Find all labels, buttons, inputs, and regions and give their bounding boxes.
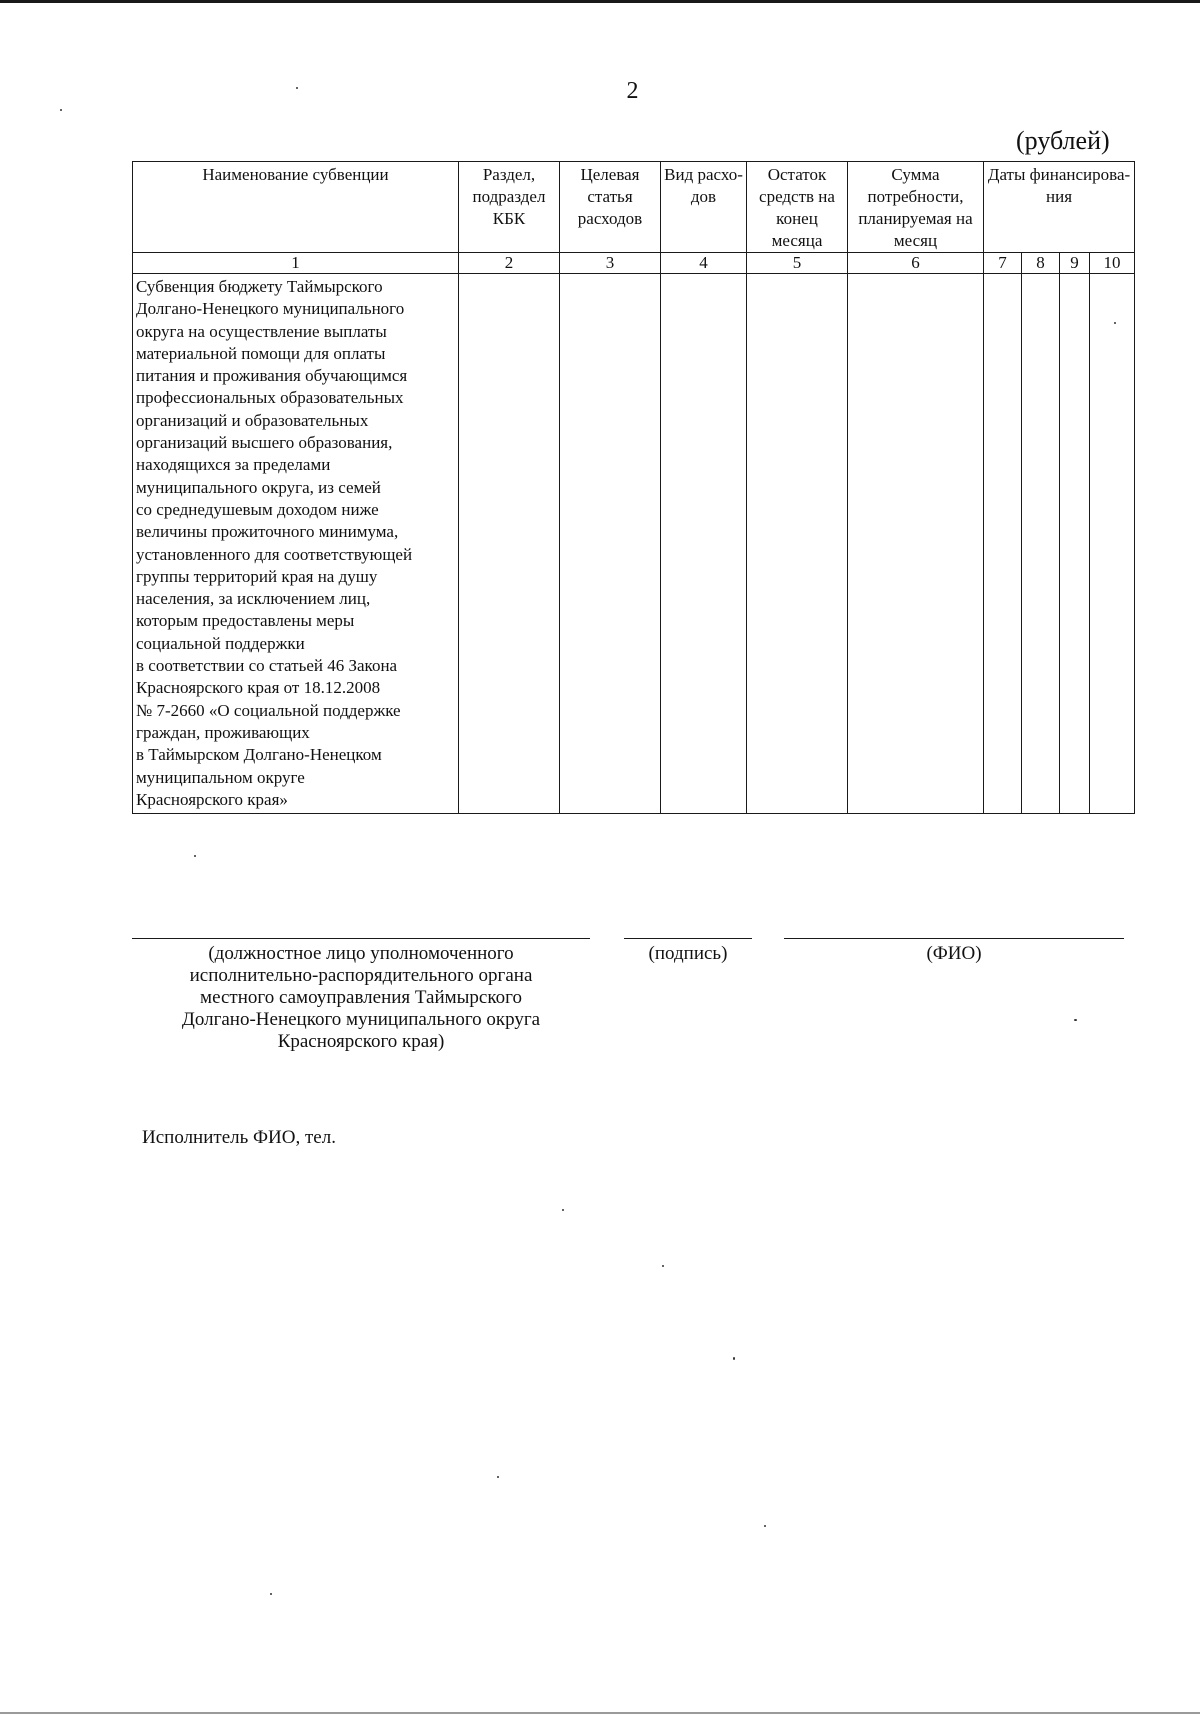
financing-date-cell [984,274,1022,814]
table-row [133,274,1135,814]
scan-speck [60,109,62,111]
subsidy-table [132,161,1135,814]
executor-label: Исполнитель ФИО, тел. [142,1127,336,1148]
target-item-cell [560,274,661,814]
page-bottom-edge [0,1712,1200,1714]
scan-speck [1114,322,1116,324]
balance-cell [747,274,848,814]
scan-speck [662,1265,664,1267]
expense-type-cell [661,274,747,814]
header-expense-type: Вид расхо-дов [661,162,747,253]
signature-line [624,938,752,939]
scan-speck [764,1525,766,1527]
column-number: 4 [661,253,747,274]
scan-speck [497,1476,499,1478]
subsidy-name-cell: Субвенция бюджету Таймырского Долгано-Ненецкого муниципального округа на осуществление выплаты материальной помощи для оплаты питания и проживания обучающимся профессиональных образовательных организаций и образовательных организаций высшего образования, находящихся за пределами муниципального округа, из семей со среднедушевым доходом ниже величины прожиточного минимума, установленного для соответствующей группы территорий края на душу населения, за исключением лиц, которым предоставлены меры социальной поддержки в соответствии со статьей 46 Закона Красноярского края от 18.12.2008 № 7-2660 «О социальной поддержке граждан, проживающих в Таймырском Долгано-Ненецком муниципальном округе Красноярского края» [133,274,459,814]
column-number: 9 [1060,253,1090,274]
column-number: 5 [747,253,848,274]
need-amount-cell [848,274,984,814]
scan-speck [194,855,196,857]
header-subsidy-name: Наименование субвенции [133,162,459,253]
section-kbk-cell [459,274,560,814]
signature-caption: (подпись) [648,943,728,964]
header-need-amount: Сумма потребности, планируемая на месяц [848,162,984,253]
table-header-row [133,162,1135,253]
name-signature-line [784,938,1124,939]
scan-speck [270,1593,272,1595]
name-caption: (ФИО) [926,943,982,964]
scan-speck [296,87,298,89]
scan-speck [562,1209,564,1211]
column-number: 3 [560,253,661,274]
column-number: 10 [1090,253,1135,274]
official-caption: (должностное лицо уполномоченного исполнительно-распорядительного органа местного самоуправления Таймырского Долгано-Ненецкого муниципального округа Красноярского края) [181,943,541,1052]
scan-speck [1074,1019,1077,1021]
page-number: 2 [626,78,639,104]
column-number: 6 [848,253,984,274]
financing-date-cell [1022,274,1060,814]
header-target-item: Целевая статья расходов [560,162,661,253]
column-number: 2 [459,253,560,274]
header-balance: Остаток средств на конец месяца [747,162,848,253]
column-numbers-row [133,253,1135,274]
units-label: (рублей) [1016,126,1110,155]
official-signature-line [132,938,590,939]
header-section-kbk: Раздел, подраздел КБК [459,162,560,253]
column-number: 8 [1022,253,1060,274]
column-number: 7 [984,253,1022,274]
column-number: 1 [133,253,459,274]
financing-date-cell [1060,274,1090,814]
page-top-edge [0,0,1200,3]
scan-speck [733,1357,735,1360]
header-financing-dates: Даты финансирова-ния [984,162,1135,253]
financing-date-cell [1090,274,1135,814]
